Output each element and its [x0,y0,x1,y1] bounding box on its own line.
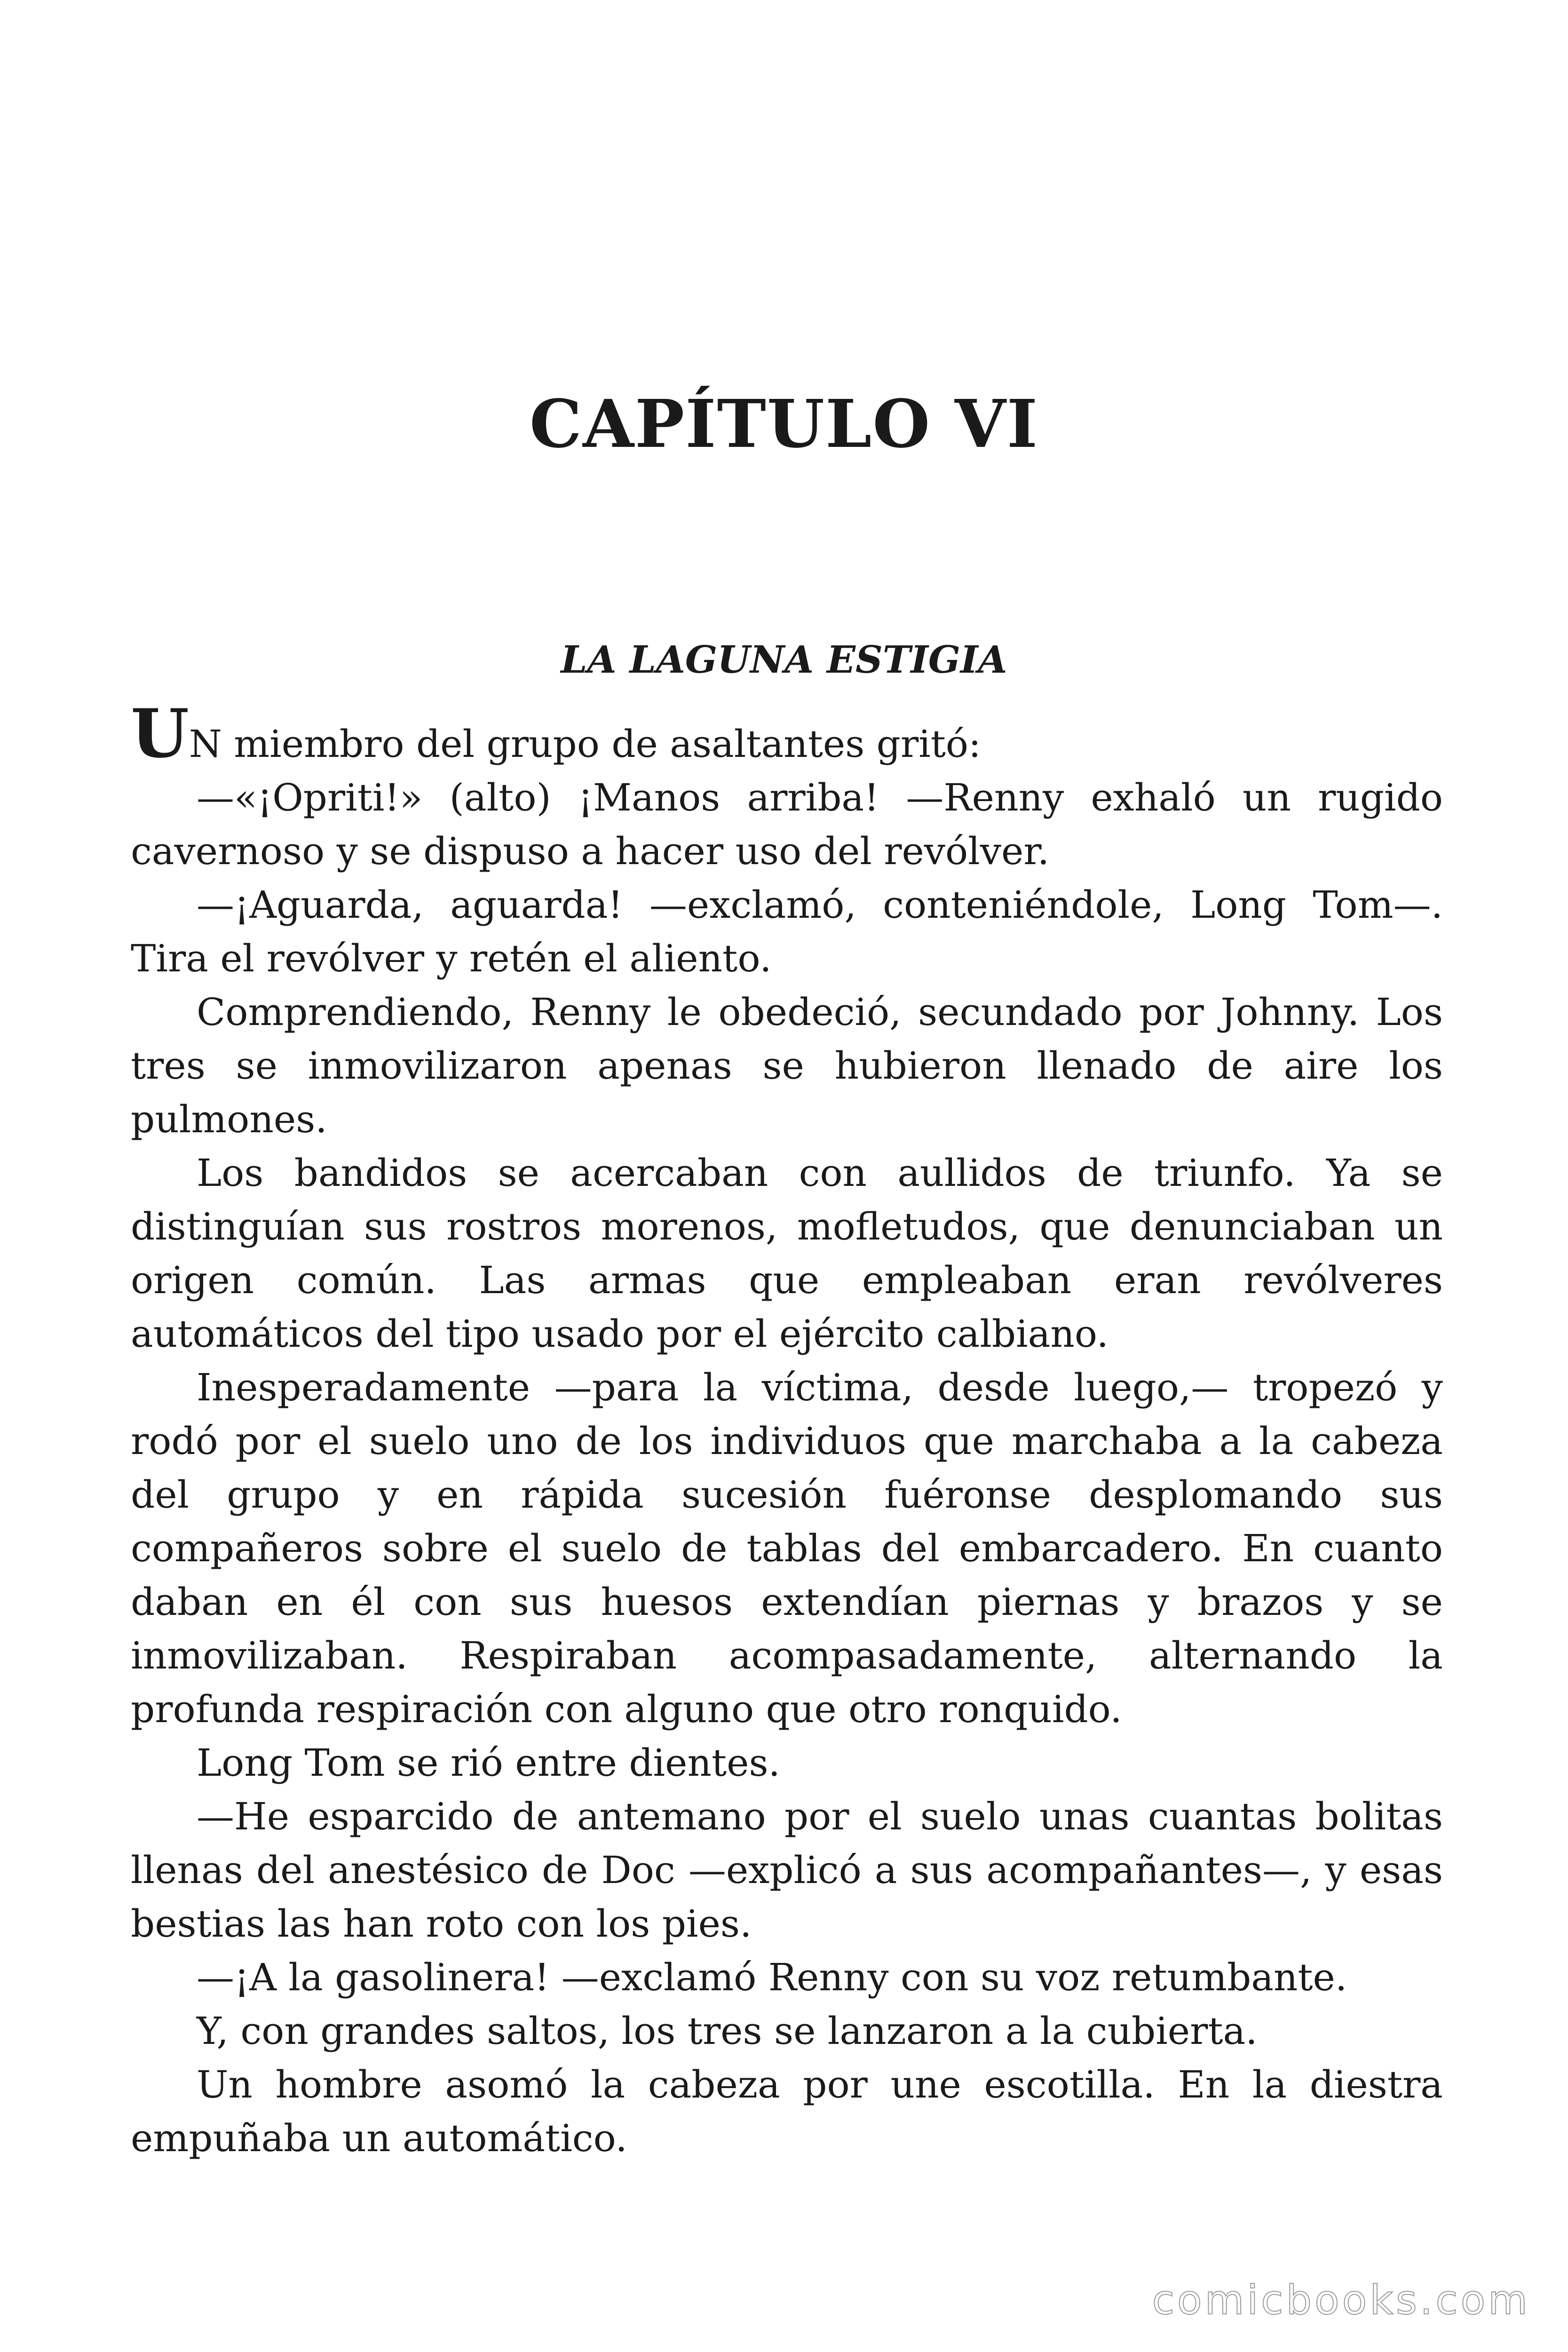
paragraph: Los bandidos se acercaban con aullidos de triunfo. Ya se distinguían sus rostros morenos, mofletudos, que denunciaban un origen común. Las armas que empleaban eran revólveres automáticos del tipo usado por el ejército calbiano. [131,1151,1443,1356]
paragraph: Y, con grandes saltos, los tres se lanzaron a la cubierta. [197,2009,1258,2053]
chapter-body [131,695,1443,2165]
paragraph-1 [131,695,1443,773]
paragraph: Long Tom se rió entre dientes. [197,1741,780,1785]
chapter-title: CAPÍTULO VI [529,386,1039,463]
paragraph: —He esparcido de antemano por el suelo unas cuantas bolitas llenas del anestésico de Doc —explicó a sus acompañantes—, y esas bestias las han roto con los pies. [131,1795,1443,1946]
chapter-subtitle: LA LAGUNA ESTIGIA [561,637,1007,682]
paragraph-1-text: N miembro del grupo de asaltantes gritó: [189,722,981,766]
paragraph: —¡Aguarda, aguarda! —exclamó, conteniéndole, Long Tom—. Tira el revólver y retén el aliento. [131,883,1443,980]
watermark: comicbooks.com [1152,2277,1530,2324]
paragraph: Inesperadamente —para la víctima, desde luego,— tropezó y rodó por el suelo uno de los individuos que marchaba a la cabeza del grupo y en rápida sucesión fuéronse desplomando sus compañeros sobre el suelo de tablas del embarcadero. En cuanto daban en él con sus huesos extendían piernas y brazos y se inmovilizaban. Respiraban acompasadamente, alternando la profunda respiración con alguno que otro ronquido. [131,1366,1443,1731]
paragraph: —«¡Opriti!» (alto) ¡Manos arriba! —Renny exhaló un rugido cavernoso y se dispuso a hacer uso del revólver. [131,776,1443,873]
paragraph: —¡A la gasolinera! —exclamó Renny con su voz retumbante. [197,1955,1347,1999]
drop-cap: U [131,695,189,773]
paragraph: Comprendiendo, Renny le obedeció, secundado por Johnny. Los tres se inmovilizaron apenas se hubieron llenado de aire los pulmones. [131,990,1443,1141]
paragraph: Un hombre asomó la cabeza por une escotilla. En la diestra empuñaba un automático. [131,2063,1443,2160]
